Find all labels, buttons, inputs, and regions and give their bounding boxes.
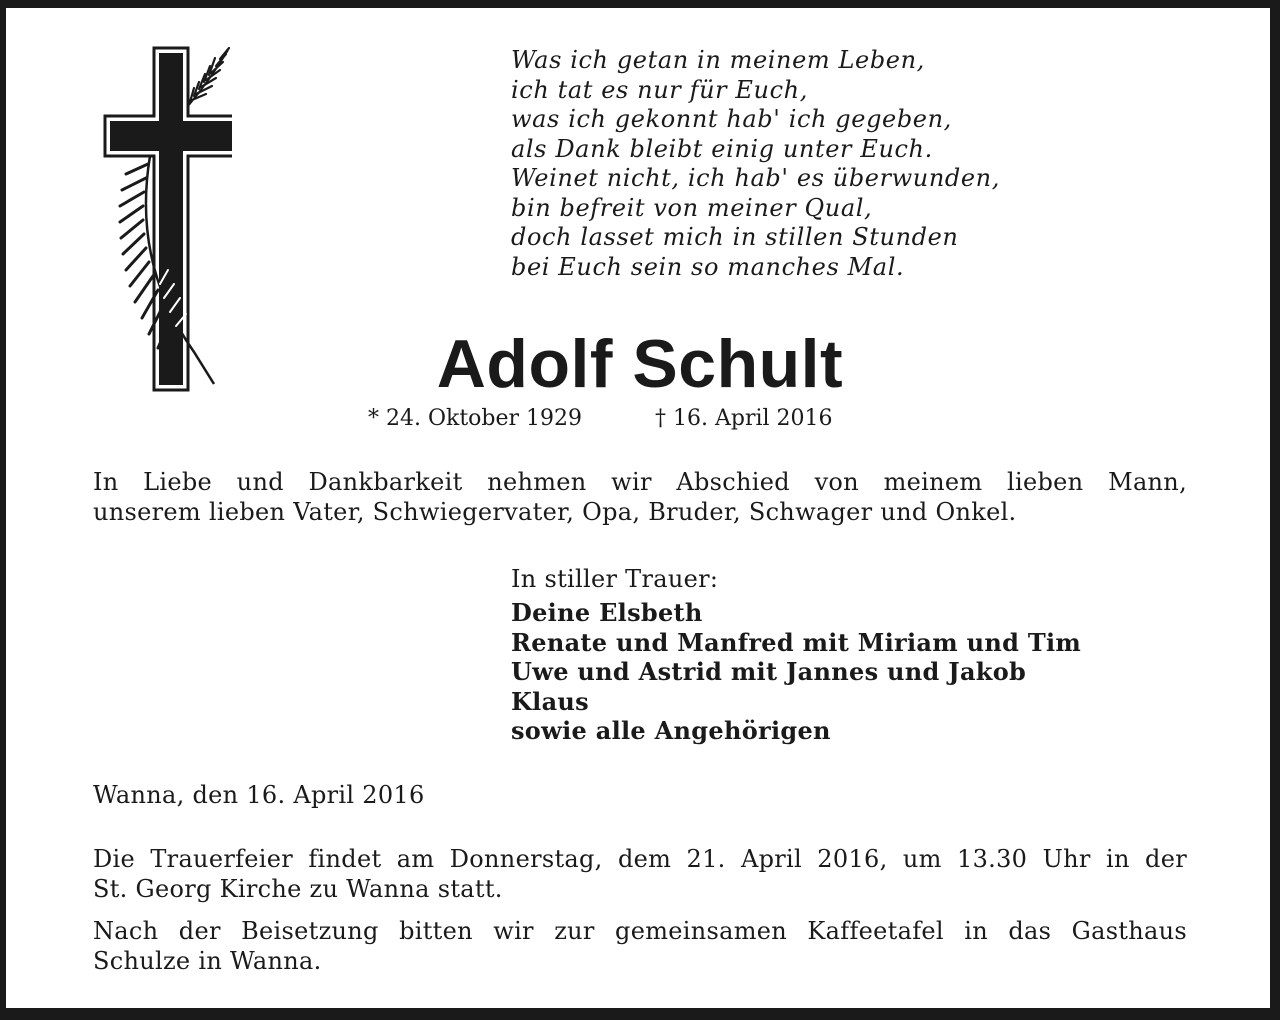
poem-line: als Dank bleibt einig unter Euch.	[511, 134, 933, 163]
poem-line: was ich gekonnt hab' ich gegeben,	[511, 105, 952, 133]
farewell-text	[93, 467, 1187, 527]
obituary-notice	[6, 8, 1270, 1008]
coffee-line: Nach der Beisetzung bitten wir zur gemeinsamen Kaffeetafel in das Gasthaus	[93, 917, 1187, 945]
funeral-service-info	[93, 844, 1187, 904]
poem-line: Weinet nicht, ich hab' es überwunden,	[511, 164, 1000, 192]
life-dates	[368, 404, 833, 434]
birth-date: * 24. Oktober 1929	[368, 406, 583, 431]
poem-line: bin befreit von meiner Qual,	[511, 193, 873, 222]
coffee-line: Schulze in Wanna.	[93, 947, 322, 975]
service-line: Die Trauerfeier findet am Donnerstag, dem 21. April 2016, um 13.30 Uhr in der	[93, 845, 1187, 873]
mourner-entry: Deine Elsbeth	[511, 598, 703, 627]
mourner-entry: Klaus	[511, 686, 589, 716]
farewell-line: unserem lieben Vater, Schwiegervater, Opa, Bruder, Schwager und Onkel.	[93, 498, 1017, 526]
mourner-entry: Uwe und Astrid mit Jannes und Jakob	[511, 657, 1027, 686]
memorial-poem	[511, 46, 1000, 282]
service-line: St. Georg Kirche zu Wanna statt.	[93, 875, 503, 903]
poem-line: ich tat es nur für Euch,	[511, 75, 808, 104]
farewell-line: In Liebe und Dankbarkeit nehmen wir Abschied von meinem lieben Mann,	[93, 468, 1187, 496]
place-and-date: Wanna, den 16. April 2016	[93, 781, 425, 809]
mourning-label: In stiller Trauer:	[511, 565, 719, 593]
deceased-name: Adolf Schult	[436, 326, 844, 402]
poem-line: doch lasset mich in stillen Stunden	[511, 223, 959, 251]
mourner-entry: sowie alle Angehörigen	[511, 716, 831, 745]
coffee-reception-info	[93, 916, 1187, 976]
mourner-entry: Renate und Manfred mit Miriam und Tim	[511, 627, 1082, 657]
mourners-list	[511, 598, 1081, 746]
death-date: † 16. April 2016	[655, 406, 833, 431]
poem-line: Was ich getan in meinem Leben,	[511, 46, 925, 74]
poem-line: bei Euch sein so manches Mal.	[511, 252, 905, 281]
